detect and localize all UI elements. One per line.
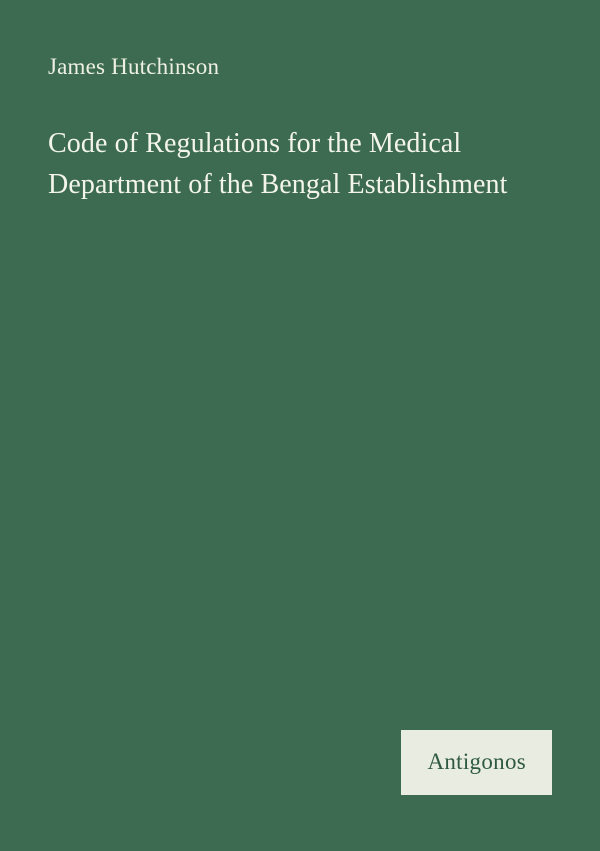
author-name: James Hutchinson: [48, 54, 220, 79]
cover-text-block: [48, 52, 552, 206]
publisher-badge: Antigonos: [401, 730, 552, 795]
book-title: Code of Regulations for the Medical Department of the Bengal Establishment: [48, 127, 508, 200]
